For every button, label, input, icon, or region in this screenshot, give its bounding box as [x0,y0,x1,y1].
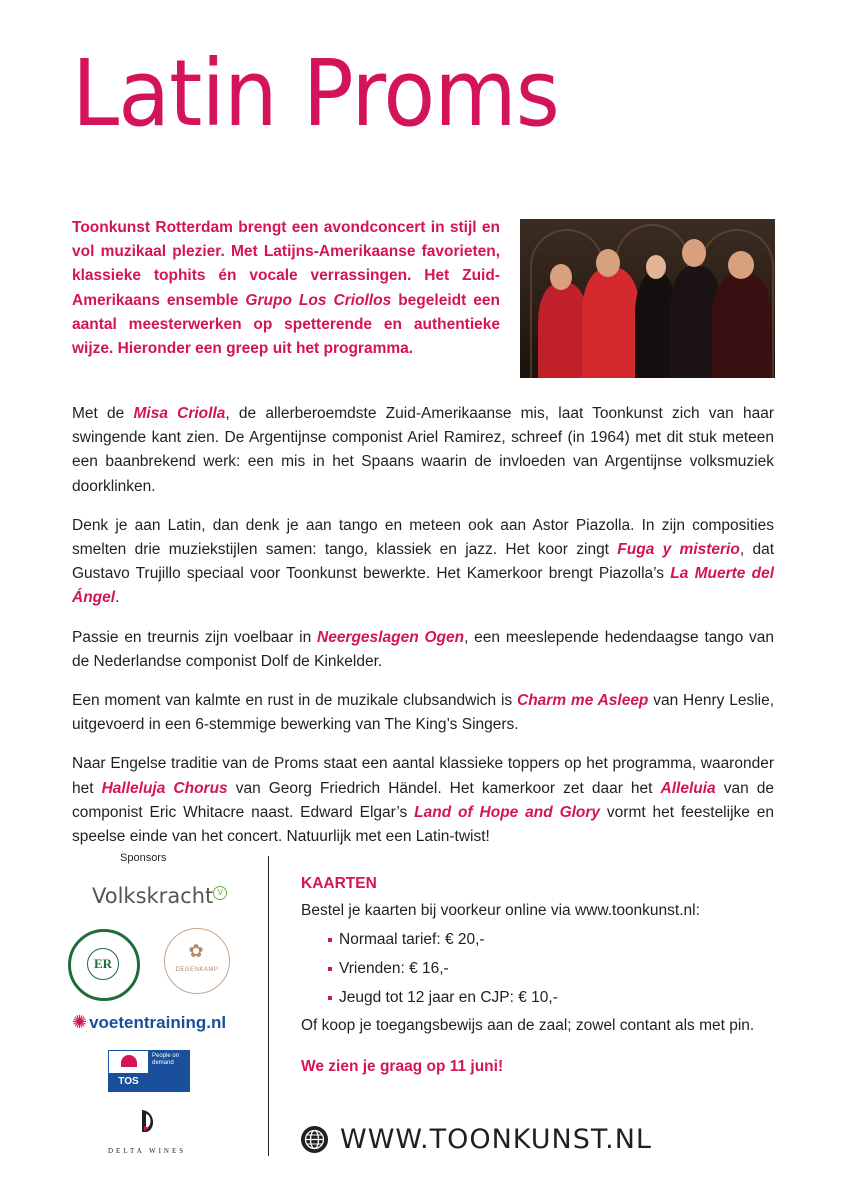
singer-figure [538,283,588,378]
text: . [115,589,120,607]
paragraph-proms [72,752,774,849]
delta-wines-wordmark: DELTA WINES [108,1147,187,1155]
volkskracht-v-icon: V [213,886,227,900]
text: van de componist Eric Whitacre naast. Edward Elgar’s [72,779,774,821]
website-footer[interactable] [301,1124,652,1155]
paragraph-piazolla [72,514,774,611]
tos-logo [108,1050,190,1092]
singer-head [728,251,754,279]
text: Denk je aan Latin, dan denk je aan tango en meteen ook aan Astor Piazolla. In zijn composities smelten drie muziekstijlen samen: tango, klassiek en jazz. Het koor zingt [72,516,774,559]
singer-head [646,255,666,279]
work-title: Fuga y misterio [617,541,740,559]
erasmusstichting-seal-logo [68,929,140,1001]
sponsors-label: Sponsors [120,852,167,864]
text: Naar Engelse traditie van de Proms staat een aantal klassieke toppers op het programma, waaronder het [72,755,774,797]
price-item: Normaal tarief: € 20,- [328,925,781,954]
text: vormt het feestelijke en speelse einde van het concert. Natuurlijk met een Latin-twist! [72,803,774,846]
volkskracht-wordmark: Volkskracht [92,884,214,908]
text: van Georg Friedrich Händel. Het kamerkoor zet daar het [227,779,661,797]
er-monogram: ER [87,948,119,980]
price-list [301,925,781,1012]
tos-tagline: People on demand [149,1050,190,1092]
work-title: Misa Criolla [133,405,226,422]
singer-head [682,239,706,267]
tickets-intro: Bestel je kaarten bij voorkeur online via www.toonkunst.nl: [301,902,700,919]
tos-red-shape-icon [121,1055,137,1067]
ensemble-photo [520,219,775,378]
footprint-star-icon: ✺ [72,1012,88,1032]
ensemble-name: Grupo Los Criollos [245,291,392,309]
text: Met de [72,405,134,422]
vertical-divider [268,856,269,1156]
price-item: Vrienden: € 16,- [328,954,781,983]
text: , een meeslepende hedendaagse tango van de Nederlandse componist Dolf de Kinkelder. [72,628,775,670]
text: van Henry Leslie, uitgevoerd in een 6-stemmige bewerking van The King’s Singers. [72,692,775,734]
singer-head [596,249,620,277]
singer-head [550,264,572,290]
singer-figure [582,268,640,378]
paragraph-neergeslagen-ogen [72,626,774,674]
voetentraining-logo [72,1012,226,1033]
paragraph-misa-criolla [72,402,774,499]
text: Passie en treurnis zijn voelbaar in [72,628,317,646]
intro-text-end: begeleidt een aantal meesterwerken op spetterende en authentieke wijze. Hieronder een greep uit het programma. [72,291,500,358]
flower-icon: ✿ [188,941,204,961]
work-title: Neergeslagen Ogen [317,628,465,646]
globe-icon [301,1126,328,1153]
tos-name: TOS [109,1073,148,1091]
paragraph-charm-me-asleep [72,689,774,737]
voetentraining-wordmark: voetentraining.nl [89,1013,227,1032]
work-title: Alleluia [660,779,716,797]
text: Een moment van kalmte en rust in de muzikale clubsandwich is [72,692,518,710]
page-title: Latin Proms [72,40,559,147]
closing-line: We zien je graag op 11 juni! [301,1058,504,1075]
singer-figure [712,274,772,378]
tickets-heading: KAARTEN [301,875,377,892]
work-title: Charm me Asleep [517,692,649,710]
intro-text: Toonkunst Rotterdam brengt een avondconcert in stijl en vol muzikaal plezier. Met Latijns-Amerikaanse favorieten, klassieke tophits én vocale verrassingen. Het Zuid-Amerikaans ensemble [72,219,500,309]
volkskracht-logo [92,884,227,908]
delta-wines-icon [140,1109,156,1133]
website-url[interactable]: WWW.TOONKUNST.NL [340,1124,652,1155]
degenkamp-wordmark: DEGENKAMP [175,967,219,973]
tickets-outro: Of koop je toegangsbewijs aan de zaal; zowel contant als met pin. [301,1017,755,1034]
text: , dat Gustavo Trujillo speciaal voor Toonkunst bewerkte. Het Kamerkoor brengt Piazolla’s [72,541,774,583]
intro-paragraph [72,216,500,361]
text: , de allerberoemdste Zuid-Amerikaanse mis, laat Toonkunst zich van haar swingende kant zien. De Argentijnse componist Ariel Ramirez, schreef (in 1964) met dit stuk meteen een baanbrekend werk: een mis in het Spaans waarin de invloeden van Argentijnse volksmuziek doorklinken. [72,405,775,495]
degenkamp-seal-logo [164,928,230,994]
tickets-section [301,872,781,1079]
work-title: Halleluja Chorus [101,779,228,797]
work-title: Land of Hope and Glory [414,803,601,821]
tos-mark [108,1050,149,1092]
program-description [72,402,774,864]
price-item: Jeugd tot 12 jaar en CJP: € 10,- [328,983,781,1012]
work-title: La Muerte del Ángel [72,565,774,607]
